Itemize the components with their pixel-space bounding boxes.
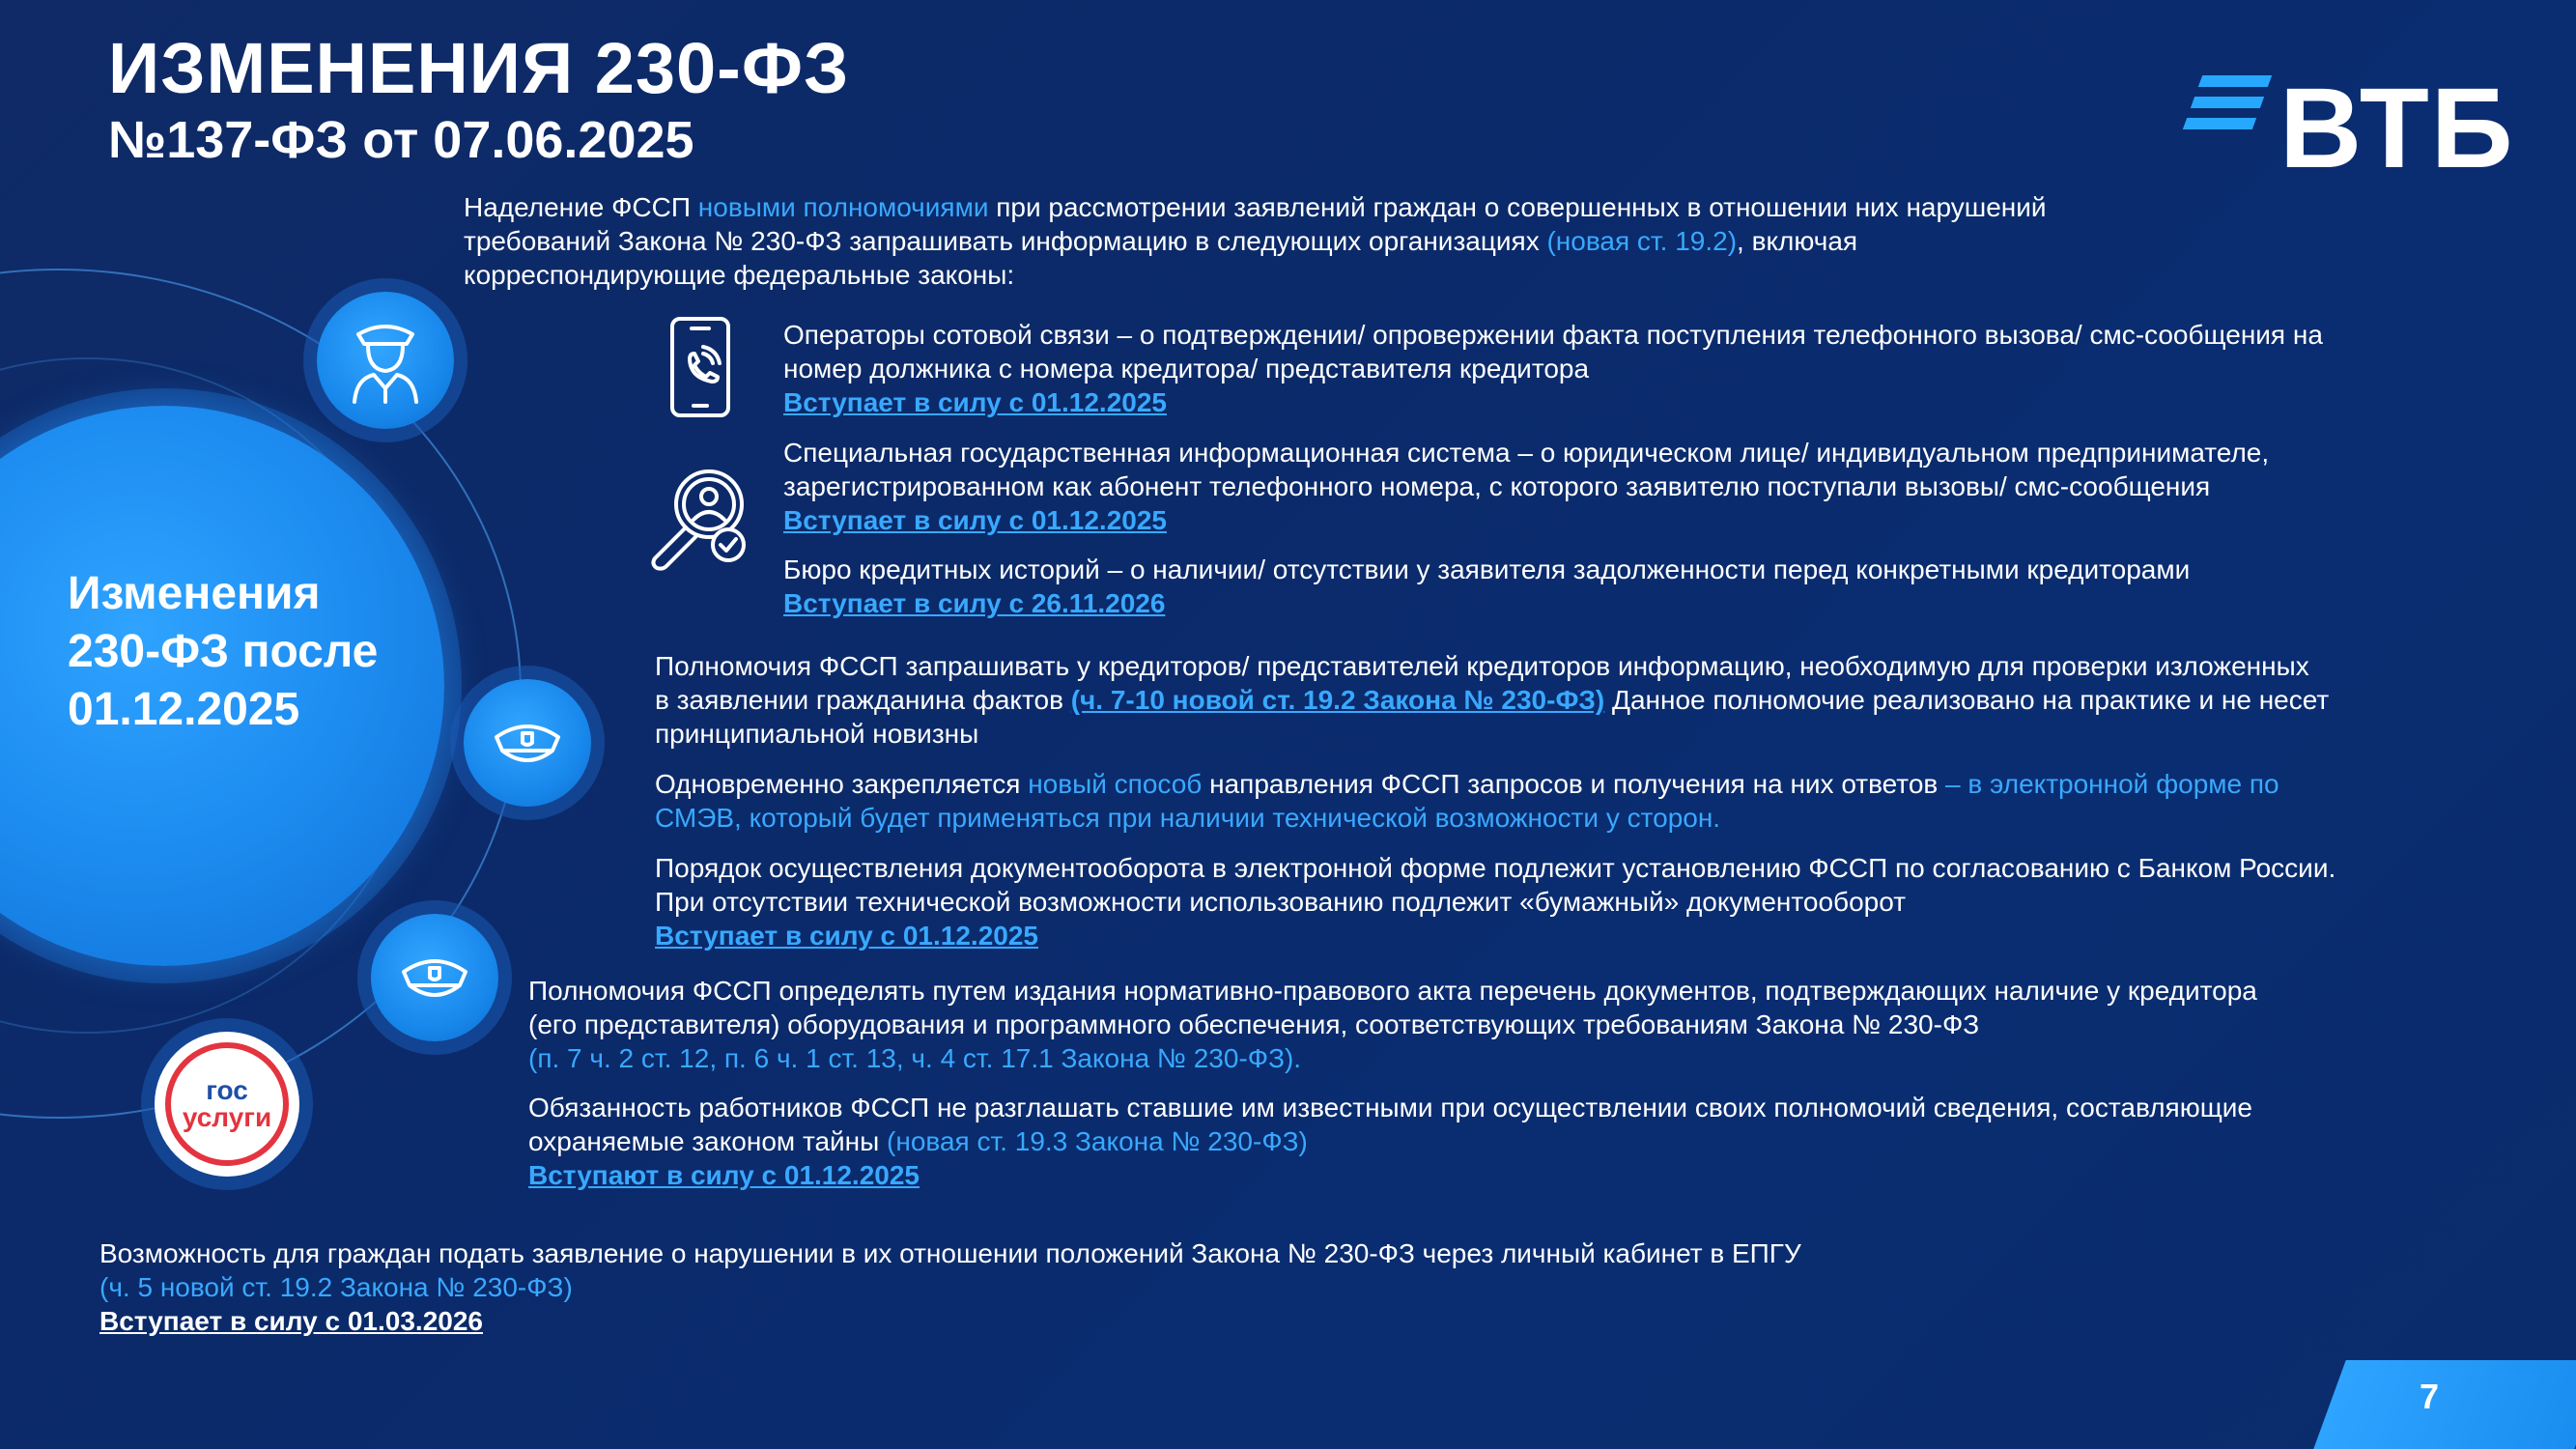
item-gis [783,436,2522,537]
logo-text: ВТБ [2279,65,2515,192]
node-officer [317,292,454,429]
vtb-logo [2179,65,2515,192]
circle-label-line: Изменения [68,568,321,619]
item-list [528,974,2508,1075]
intro-line [464,190,2202,224]
effective-date-link[interactable]: Вступает в силу с 01.12.2025 [783,387,1167,417]
gosuslugi-text-uslugi: услуги [182,1102,272,1132]
item-text-line: Обязанность работников ФССП не разглашать ставшие им известными при осуществлении своих полномочий сведения, составляющие [528,1093,2252,1122]
item-text-part: Данное полномочие реализовано на практике и не несет [1604,685,2330,715]
item-text-part: охраняемые законом тайны [528,1126,888,1156]
effective-date-link[interactable]: Вступает в силу с 26.11.2026 [783,588,1166,618]
node-cap-2 [371,914,498,1041]
item-text-line: (его представителя) оборудования и программного обеспечения, соответствующих требованиям Закона № 230-ФЗ [528,1009,1980,1039]
circle-label-line: 01.12.2025 [68,684,300,735]
item-text-line: принципиальной новизны [655,719,979,749]
gosuslugi-logo [155,1032,299,1177]
item-text-line: Бюро кредитных историй – о наличии/ отсутствии у заявителя задолженности перед конкретными кредиторами [783,554,2191,584]
item-text-line: При отсутствии технической возможности использованию подлежит «бумажный» документооборот [655,887,1907,917]
item-epgu [99,1236,2224,1338]
logo-bars-icon [2179,75,2276,133]
item-text-line: СМЭВ, который будет применяться при наличии технической возможности у сторон. [655,803,1721,833]
intro-highlight: (новая ст. 19.2) [1546,226,1738,256]
cap-icon [491,714,564,772]
item-operators [783,318,2522,419]
effective-date-link[interactable]: Вступает в силу с 01.03.2026 [99,1306,483,1336]
item-powers [655,649,2490,751]
item-smev [655,767,2490,835]
item-text-part: Одновременно закрепляется [655,769,1029,799]
item-bki [783,553,2522,620]
intro-text-part: требований Закона № 230-ФЗ запрашивать информацию в следующих организациях [464,226,1547,256]
magnifier-person-icon [645,464,753,572]
intro-text-part: при рассмотрении заявлений граждан о совершенных в отношении них нарушений [988,192,2047,222]
smartphone-icon [668,315,732,419]
item-text-part: в заявлении гражданина фактов [655,685,1071,715]
item-text-line: номер должника с номера кредитора/ представителя кредитора [783,354,1590,384]
circle-label-line: 230-ФЗ после [68,626,379,677]
intro-highlight: новыми полномочиями [697,192,989,222]
item-text-line: зарегистрированном как абонент телефонного номера, с которого заявителю поступали вызовы/ смс-сообщения [783,471,2211,501]
page-subtitle: №137-ФЗ от 07.06.2025 [108,111,694,169]
item-text-line: (п. 7 ч. 2 ст. 12, п. 6 ч. 1 ст. 13, ч. 4 ст. 17.1 Закона № 230-ФЗ). [528,1043,1302,1073]
item-text-line [655,767,2490,801]
item-highlight: (новая ст. 19.3 Закона № 230-ФЗ) [887,1126,1308,1156]
item-text-line: Специальная государственная информационная система – о юридическом лице/ индивидуальном предпринимателе, [783,438,2270,468]
item-text-line: (ч. 5 новой ст. 19.2 Закона № 230-ФЗ) [99,1272,573,1302]
page-number: 7 [2420,1377,2440,1416]
effective-date-link[interactable]: Вступает в силу с 01.12.2025 [783,505,1167,535]
item-text-line: Операторы сотовой связи – о подтверждении/ опровержении факта поступления телефонного вызова/ смс-сообщения на [783,320,2323,350]
gosuslugi-text-gos: гос [206,1075,248,1105]
item-highlight: новый способ [1028,769,1203,799]
item-text-line: Порядок осуществления документооборота в электронной форме подлежит установлению ФССП по согласованию с Банком России. [655,853,2336,883]
main-circle-label [68,565,378,739]
intro-line [464,224,2202,258]
item-secret [528,1091,2508,1192]
page-number-tab [2313,1360,2576,1449]
item-text-part: направления ФССП запросов и получения на них ответов [1202,769,1946,799]
intro-line: корреспондирующие федеральные законы: [464,260,1015,290]
intro-text-part: Наделение ФССП [464,192,698,222]
gosuslugi-ring [165,1042,289,1166]
node-cap-1 [464,679,591,807]
officer-icon [345,317,426,404]
item-text-line: Полномочия ФССП запрашивать у кредиторов/ представителей кредиторов информацию, необходимую для проверки изложенных [655,651,2309,681]
item-text-line [528,1124,2508,1158]
item-text-line: Полномочия ФССП определять путем издания нормативно-правового акта перечень документов, подтверждающих наличие у кредитора [528,976,2257,1006]
effective-date-link[interactable]: Вступает в силу с 01.12.2025 [655,921,1038,951]
intro-text-part: , включая [1737,226,1858,256]
cap-icon [398,949,471,1007]
item-text-line [655,683,2490,717]
intro-text [464,190,2202,292]
item-text-line: Возможность для граждан подать заявление о нарушении в их отношении положений Закона № 230-ФЗ через личный кабинет в ЕПГУ [99,1238,1801,1268]
effective-date-link[interactable]: Вступают в силу с 01.12.2025 [528,1160,920,1190]
law-reference-link[interactable]: (ч. 7-10 новой ст. 19.2 Закона № 230-ФЗ) [1070,685,1605,715]
item-highlight: – в электронной форме по [1945,769,2279,799]
page-title: ИЗМЕНЕНИЯ 230-ФЗ [108,28,850,108]
item-order [655,851,2490,952]
